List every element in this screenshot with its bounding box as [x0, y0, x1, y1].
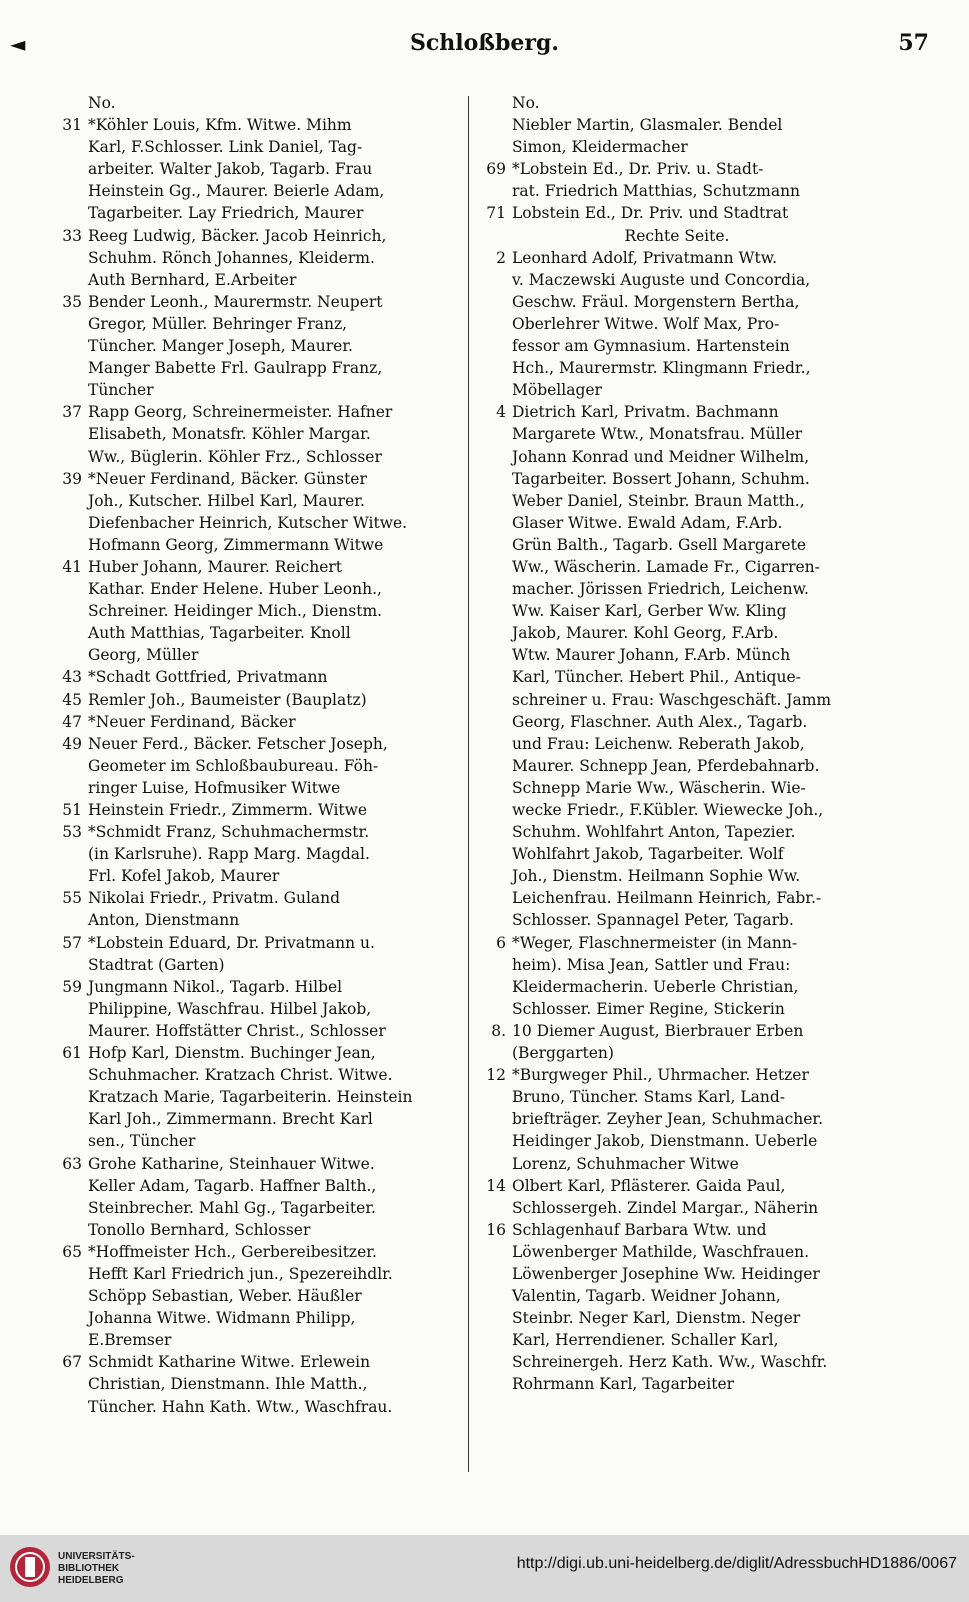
- entry-text: Philippine, Waschfrau. Hilbel Jakob,: [88, 999, 372, 1018]
- entry-text: Maurer. Hoffstätter Christ., Schlosser: [88, 1021, 386, 1040]
- entry-line: [476, 1153, 878, 1175]
- entry-text: Hch., Maurermstr. Klingmann Friedr.,: [512, 359, 811, 378]
- entry-line: [476, 578, 878, 600]
- entry-line: [52, 1396, 462, 1418]
- institution-line: HEIDELBERG: [58, 1575, 124, 1586]
- entry-text: Wohlfahrt Jakob, Tagarbeiter. Wolf: [512, 845, 784, 864]
- entry-text: macher. Jörissen Friedrich, Leichenw.: [512, 580, 809, 599]
- entry-text: *Burgweger Phil., Uhrmacher. Hetzer: [512, 1066, 809, 1085]
- entry-line: [52, 666, 462, 688]
- entry-line: [476, 401, 878, 423]
- house-number: 57: [62, 933, 82, 952]
- entry-text: Löwenberger Josephine Ww. Heidinger: [512, 1264, 820, 1283]
- entry-line: [476, 1086, 878, 1108]
- entry-line: [476, 247, 878, 269]
- entry-line: [52, 777, 462, 799]
- entry-line: [52, 269, 462, 291]
- entry-line: [52, 1241, 462, 1263]
- entry-text: heim). Misa Jean, Sattler und Frau:: [512, 955, 791, 974]
- entry-text: Tonollo Bernhard, Schlosser: [88, 1220, 311, 1239]
- entry-text: ringer Luise, Hofmusiker Witwe: [88, 778, 341, 797]
- entry-line: [52, 1219, 462, 1241]
- entry-line: [476, 1108, 878, 1130]
- entry-text: Schuhmacher. Kratzach Christ. Witwe.: [88, 1066, 393, 1085]
- entry-text: Heinstein Gg., Maurer. Beierle Adam,: [88, 182, 385, 201]
- entry-text: (in Karlsruhe). Rapp Marg. Magdal.: [88, 845, 370, 864]
- entry-line: [476, 666, 878, 688]
- entry-text: Niebler Martin, Glasmaler. Bendel: [512, 116, 783, 135]
- entry-text: *Schmidt Franz, Schuhmachermstr.: [88, 823, 370, 842]
- entry-text: briefträger. Zeyher Jean, Schuhmacher.: [512, 1110, 824, 1129]
- entry-text: Diefenbacher Heinrich, Kutscher Witwe.: [88, 513, 408, 532]
- entry-text: *Köhler Louis, Kfm. Witwe. Mihm: [88, 116, 352, 135]
- entry-line: [476, 865, 878, 887]
- entry-text: rat. Friedrich Matthias, Schutzmann: [512, 182, 801, 201]
- entry-line: [476, 1130, 878, 1152]
- entry-text: Nikolai Friedr., Privatm. Guland: [88, 889, 341, 908]
- entry-line: [52, 1175, 462, 1197]
- entry-text: Ww., Wäscherin. Lamade Fr., Cigarren-: [512, 557, 820, 576]
- entry-text: Olbert Karl, Pflästerer. Gaida Paul,: [512, 1176, 786, 1195]
- source-url-link[interactable]: http://digi.ub.uni-heidelberg.de/diglit/AdressbuchHD1886/0067: [516, 1555, 957, 1572]
- entry-text: Glaser Witwe. Ewald Adam, F.Arb.: [512, 513, 783, 532]
- entry-text: Johann Konrad und Meidner Wilhelm,: [512, 447, 810, 466]
- entry-line: [52, 755, 462, 777]
- entry-line: [52, 335, 462, 357]
- entry-line: [476, 976, 878, 998]
- entry-line: [476, 446, 878, 468]
- entry-line: [476, 468, 878, 490]
- entry-line: [52, 1086, 462, 1108]
- entry-text: Tüncher. Hahn Kath. Wtw., Waschfrau.: [88, 1397, 393, 1416]
- entry-line: [476, 821, 878, 843]
- entry-text: Grohe Katharine, Steinhauer Witwe.: [88, 1154, 375, 1173]
- entry-text: Löwenberger Mathilde, Waschfrauen.: [512, 1242, 810, 1261]
- entry-text: Kathar. Ender Helene. Huber Leonh.,: [88, 580, 382, 599]
- entry-line: [52, 225, 462, 247]
- entry-line: [52, 1020, 462, 1042]
- entry-line: [476, 1373, 878, 1395]
- entry-text: Schlosser. Spannagel Peter, Tagarb.: [512, 911, 794, 930]
- entry-text: Schuhm. Wohlfahrt Anton, Tapezier.: [512, 823, 796, 842]
- entry-line: [52, 1042, 462, 1064]
- entry-line: [52, 909, 462, 931]
- entry-text: Geometer im Schloßbaubureau. Föh-: [88, 756, 379, 775]
- entry-line: [52, 689, 462, 711]
- entry-line: [476, 689, 878, 711]
- entry-text: *Lobstein Eduard, Dr. Privatmann u.: [88, 933, 375, 952]
- entry-text: Möbellager: [512, 381, 602, 400]
- entry-line: [476, 1285, 878, 1307]
- house-number: 47: [62, 712, 82, 731]
- entry-line: [476, 998, 878, 1020]
- entry-text: Wtw. Maurer Johann, F.Arb. Münch: [512, 646, 791, 665]
- entry-text: Valentin, Tagarb. Weidner Johann,: [512, 1287, 781, 1306]
- entry-text: Ww., Büglerin. Köhler Frz., Schlosser: [88, 447, 382, 466]
- entry-line: [476, 136, 878, 158]
- entry-line: [52, 512, 462, 534]
- footer-bar: [0, 1535, 969, 1602]
- entry-text: Geschw. Fräul. Morgenstern Bertha,: [512, 292, 800, 311]
- entry-line: [52, 622, 462, 644]
- entry-line: [476, 556, 878, 578]
- institution-line: UNIVERSITÄTS-: [58, 1551, 135, 1562]
- entry-text: Heinstein Friedr., Zimmerm. Witwe: [88, 801, 368, 819]
- entry-line: [52, 1307, 462, 1329]
- house-number: 14: [486, 1176, 506, 1195]
- entry-text: Schreinergeh. Herz Kath. Ww., Waschfr.: [512, 1353, 828, 1372]
- entry-line: [476, 291, 878, 313]
- entry-text: Rohrmann Karl, Tagarbeiter: [512, 1375, 735, 1394]
- entry-line: [52, 976, 462, 998]
- entry-line: [476, 490, 878, 512]
- house-number: 16: [486, 1220, 506, 1239]
- entry-text: Schreiner. Heidinger Mich., Dienstm.: [88, 602, 383, 621]
- entry-line: [52, 843, 462, 865]
- entry-text: (Berggarten): [512, 1044, 614, 1063]
- entry-line: [52, 313, 462, 335]
- house-number: 53: [62, 823, 82, 842]
- entry-line: [476, 843, 878, 865]
- entry-text: E.Bremser: [88, 1331, 172, 1350]
- entry-text: *Hoffmeister Hch., Gerbereibesitzer.: [88, 1242, 377, 1261]
- entry-text: Lorenz, Schuhmacher Witwe: [512, 1154, 739, 1173]
- entry-line: [476, 534, 878, 556]
- entry-line: [476, 644, 878, 666]
- entry-text: Heidinger Jakob, Dienstmann. Ueberle: [512, 1132, 818, 1151]
- entry-line: [52, 1373, 462, 1395]
- entry-line: [476, 114, 878, 136]
- entry-text: Reeg Ludwig, Bäcker. Jacob Heinrich,: [88, 226, 387, 245]
- entry-text: Lobstein Ed., Dr. Priv. und Stadtrat: [512, 204, 789, 223]
- entry-text: Auth Matthias, Tagarbeiter. Knoll: [88, 624, 351, 643]
- entry-text: Ww. Kaiser Karl, Gerber Ww. Kling: [512, 602, 787, 621]
- entry-text: *Lobstein Ed., Dr. Priv. u. Stadt-: [512, 160, 764, 179]
- entry-text: Tüncher: [88, 381, 154, 400]
- entry-text: *Neuer Ferdinand, Bäcker: [88, 712, 296, 731]
- left-column: [52, 92, 462, 1418]
- house-number: 49: [62, 734, 82, 753]
- entry-text: Manger Babette Frl. Gaulrapp Franz,: [88, 359, 383, 378]
- entry-text: Jakob, Maurer. Kohl Georg, F.Arb.: [512, 624, 779, 643]
- entry-line: [52, 357, 462, 379]
- entry-text: Keller Adam, Tagarb. Haffner Balth.,: [88, 1176, 377, 1195]
- house-number: 63: [62, 1154, 82, 1173]
- house-number: 2: [496, 248, 506, 267]
- entry-line: [52, 733, 462, 755]
- entry-text: 10 Diemer August, Bierbrauer Erben: [512, 1021, 804, 1040]
- entry-text: Tagarbeiter. Lay Friedrich, Maurer: [88, 204, 364, 223]
- entry-text: wecke Friedr., F.Kübler. Wiewecke Joh.,: [512, 801, 824, 819]
- entry-text: No.: [88, 94, 116, 112]
- back-arrow-icon[interactable]: ◄: [10, 32, 26, 56]
- entry-text: Maurer. Schnepp Jean, Pferdebahnarb.: [512, 756, 820, 775]
- house-number: 33: [62, 226, 82, 245]
- entry-line: [52, 821, 462, 843]
- entry-text: Grün Balth., Tagarb. Gsell Margarete: [512, 535, 807, 554]
- entry-line: [476, 711, 878, 733]
- house-number: 12: [486, 1066, 506, 1085]
- entry-text: Georg, Flaschner. Auth Alex., Tagarb.: [512, 712, 808, 731]
- entry-line: [52, 1351, 462, 1373]
- institution-line: BIBLIOTHEK: [58, 1563, 120, 1574]
- entry-line: [476, 1175, 878, 1197]
- entry-text: schreiner u. Frau: Waschgeschäft. Jamm: [512, 690, 832, 709]
- entry-line: [476, 313, 878, 335]
- entry-line: [476, 1064, 878, 1086]
- entry-text: Karl Joh., Zimmermann. Brecht Karl: [88, 1110, 373, 1129]
- entry-line: [476, 1329, 878, 1351]
- entry-line: [476, 158, 878, 180]
- entry-text: Schuhm. Rönch Johannes, Kleiderm.: [88, 248, 375, 267]
- entry-text: Schöpp Sebastian, Weber. Häußler: [88, 1287, 362, 1306]
- entry-line: [52, 202, 462, 224]
- entry-line: [476, 1241, 878, 1263]
- house-number: 43: [62, 668, 82, 687]
- entry-text: Karl, F.Schlosser. Link Daniel, Tag-: [88, 138, 363, 157]
- entry-text: Schlagenhauf Barbara Wtw. und: [512, 1220, 767, 1239]
- house-number: 41: [62, 557, 82, 576]
- entry-line: [52, 423, 462, 445]
- entry-line: [52, 1263, 462, 1285]
- house-number: 6: [496, 933, 506, 952]
- entry-line: [52, 180, 462, 202]
- entry-line: [52, 401, 462, 423]
- house-number: 65: [62, 1242, 82, 1261]
- institution-name[interactable]: [58, 1551, 135, 1587]
- entry-line: [476, 1197, 878, 1219]
- entry-line: [52, 865, 462, 887]
- entry-text: Schlossergeh. Zindel Margar., Näherin: [512, 1198, 819, 1217]
- entry-text: *Neuer Ferdinand, Bäcker. Günster: [88, 469, 367, 488]
- entry-line: [52, 136, 462, 158]
- entry-line: [52, 644, 462, 666]
- entry-line: [52, 578, 462, 600]
- entry-line: [476, 1351, 878, 1373]
- entry-line: [52, 600, 462, 622]
- entry-line: [476, 335, 878, 357]
- entry-text: Stadtrat (Garten): [88, 955, 225, 974]
- entry-line: [52, 954, 462, 976]
- entry-text: Christian, Dienstmann. Ihle Matth.,: [88, 1375, 368, 1394]
- entry-text: Steinbrecher. Mahl Gg., Tagarbeiter.: [88, 1198, 376, 1217]
- entry-text: Auth Bernhard, E.Arbeiter: [88, 270, 297, 289]
- entry-line: [476, 202, 878, 224]
- entry-text: v. Maczewski Auguste und Concordia,: [512, 270, 811, 289]
- entry-line: [52, 114, 462, 136]
- section-heading-text: Rechte Seite.: [624, 226, 730, 245]
- entry-line: [476, 423, 878, 445]
- entry-line: [476, 622, 878, 644]
- entry-line: [52, 1329, 462, 1351]
- entry-text: arbeiter. Walter Jakob, Tagarb. Frau: [88, 160, 373, 179]
- entry-line: [52, 379, 462, 401]
- entry-line: [52, 556, 462, 578]
- entry-text: *Weger, Flaschnermeister (in Mann-: [512, 933, 798, 952]
- house-number: 51: [62, 801, 82, 819]
- entry-line: [476, 1020, 878, 1042]
- entry-text: Jungmann Nikol., Tagarb. Hilbel: [88, 977, 343, 996]
- entry-line: [52, 1064, 462, 1086]
- entry-text: Dietrich Karl, Privatm. Bachmann: [512, 403, 779, 422]
- entry-text: Karl, Tüncher. Hebert Phil., Antique-: [512, 668, 801, 687]
- entry-line: [52, 291, 462, 313]
- entry-text: Leichenfrau. Heilmann Heinrich, Fabr.-: [512, 889, 822, 908]
- entry-line: [476, 777, 878, 799]
- entry-text: Joh., Dienstm. Heilmann Sophie Ww.: [512, 867, 801, 886]
- entry-line: [476, 180, 878, 202]
- entry-text: Schnepp Marie Ww., Wäscherin. Wie-: [512, 778, 806, 797]
- entry-text: Tüncher. Manger Joseph, Maurer.: [88, 337, 353, 356]
- entry-text: Hofp Karl, Dienstm. Buchinger Jean,: [88, 1044, 376, 1063]
- entry-line: [52, 534, 462, 556]
- entry-line: [476, 909, 878, 931]
- entry-text: Margarete Wtw., Monatsfrau. Müller: [512, 425, 803, 444]
- entry-line: [476, 269, 878, 291]
- entry-line: [476, 1307, 878, 1329]
- house-number: 69: [486, 160, 506, 179]
- entry-text: Georg, Müller: [88, 646, 199, 665]
- house-number: 45: [62, 690, 82, 709]
- column-divider: [468, 96, 469, 1472]
- entry-text: Hefft Karl Friedrich jun., Spezereihdlr.: [88, 1264, 393, 1283]
- house-number: 35: [62, 292, 82, 311]
- university-seal-icon[interactable]: [8, 1545, 52, 1589]
- entry-line: [476, 512, 878, 534]
- entry-line: [52, 247, 462, 269]
- entry-text: Frl. Kofel Jakob, Maurer: [88, 867, 280, 886]
- entry-text: Weber Daniel, Steinbr. Braun Matth.,: [512, 491, 805, 510]
- entry-line: [476, 357, 878, 379]
- entry-line: [52, 932, 462, 954]
- entry-line: [52, 1285, 462, 1307]
- entry-line: [52, 1153, 462, 1175]
- entry-text: Bruno, Tüncher. Stams Karl, Land-: [512, 1088, 786, 1107]
- section-heading: [476, 225, 878, 247]
- entry-text: Remler Joh., Baumeister (Bauplatz): [88, 690, 367, 709]
- entry-text: Anton, Dienstmann: [88, 911, 240, 930]
- entry-line: [52, 158, 462, 180]
- entry-line: [476, 1042, 878, 1064]
- right-column: [476, 92, 878, 1396]
- house-number: 61: [62, 1044, 82, 1063]
- entry-line: [52, 1108, 462, 1130]
- entry-text: Hofmann Georg, Zimmermann Witwe: [88, 535, 384, 554]
- house-number: 39: [62, 469, 82, 488]
- entry-text: Huber Johann, Maurer. Reichert: [88, 557, 343, 576]
- entry-text: Neuer Ferd., Bäcker. Fetscher Joseph,: [88, 734, 388, 753]
- entry-line: [52, 887, 462, 909]
- entry-text: Karl, Herrendiener. Schaller Karl,: [512, 1331, 779, 1350]
- entry-text: Rapp Georg, Schreinermeister. Hafner: [88, 403, 393, 422]
- entry-line: [52, 711, 462, 733]
- entry-line: [476, 92, 878, 114]
- entry-line: [476, 887, 878, 909]
- entry-text: Schmidt Katharine Witwe. Erlewein: [88, 1353, 371, 1372]
- entry-line: [476, 600, 878, 622]
- entry-line: [52, 799, 462, 821]
- entry-line: [52, 490, 462, 512]
- entry-line: [476, 379, 878, 401]
- entry-line: [52, 468, 462, 490]
- entry-line: [52, 998, 462, 1020]
- house-number: 55: [62, 889, 82, 908]
- entry-text: No.: [512, 94, 540, 112]
- entry-text: Joh., Kutscher. Hilbel Karl, Maurer.: [88, 491, 365, 510]
- entry-text: *Schadt Gottfried, Privatmann: [88, 668, 328, 687]
- entry-line: [476, 1263, 878, 1285]
- entry-line: [52, 92, 462, 114]
- entry-text: Leonhard Adolf, Privatmann Wtw.: [512, 248, 778, 267]
- entry-text: Oberlehrer Witwe. Wolf Max, Pro-: [512, 314, 780, 333]
- house-number: 67: [62, 1353, 82, 1372]
- house-number: 4: [496, 403, 506, 422]
- entry-text: fessor am Gymnasium. Hartenstein: [512, 337, 790, 356]
- entry-line: [476, 755, 878, 777]
- entry-text: Kratzach Marie, Tagarbeiterin. Heinstein: [88, 1088, 413, 1107]
- entry-text: sen., Tüncher: [88, 1132, 196, 1151]
- entry-text: und Frau: Leichenw. Reberath Jakob,: [512, 734, 805, 753]
- entry-text: Schlosser. Eimer Regine, Stickerin: [512, 999, 785, 1018]
- house-number: 59: [62, 977, 82, 996]
- house-number: 37: [62, 403, 82, 422]
- entry-text: Elisabeth, Monatsfr. Köhler Margar.: [88, 425, 371, 444]
- entry-line: [52, 1197, 462, 1219]
- house-number: 8.: [491, 1021, 506, 1040]
- page-number: 57: [898, 30, 929, 56]
- house-number: 31: [62, 116, 82, 135]
- entry-text: Simon, Kleidermacher: [512, 138, 688, 157]
- entry-line: [476, 932, 878, 954]
- entry-line: [476, 954, 878, 976]
- entry-text: Kleidermacherin. Ueberle Christian,: [512, 977, 799, 996]
- entry-text: Gregor, Müller. Behringer Franz,: [88, 314, 348, 333]
- entry-text: Bender Leonh., Maurermstr. Neupert: [88, 292, 383, 311]
- entry-line: [476, 799, 878, 821]
- entry-text: Johanna Witwe. Widmann Philipp,: [88, 1309, 356, 1328]
- entry-line: [476, 733, 878, 755]
- entry-text: Steinbr. Neger Karl, Dienstm. Neger: [512, 1309, 801, 1328]
- house-number: 71: [486, 204, 506, 223]
- entry-line: [476, 1219, 878, 1241]
- entry-line: [52, 446, 462, 468]
- page-title: Schloßberg.: [409, 30, 560, 56]
- entry-text: Tagarbeiter. Bossert Johann, Schuhm.: [512, 469, 810, 488]
- entry-line: [52, 1130, 462, 1152]
